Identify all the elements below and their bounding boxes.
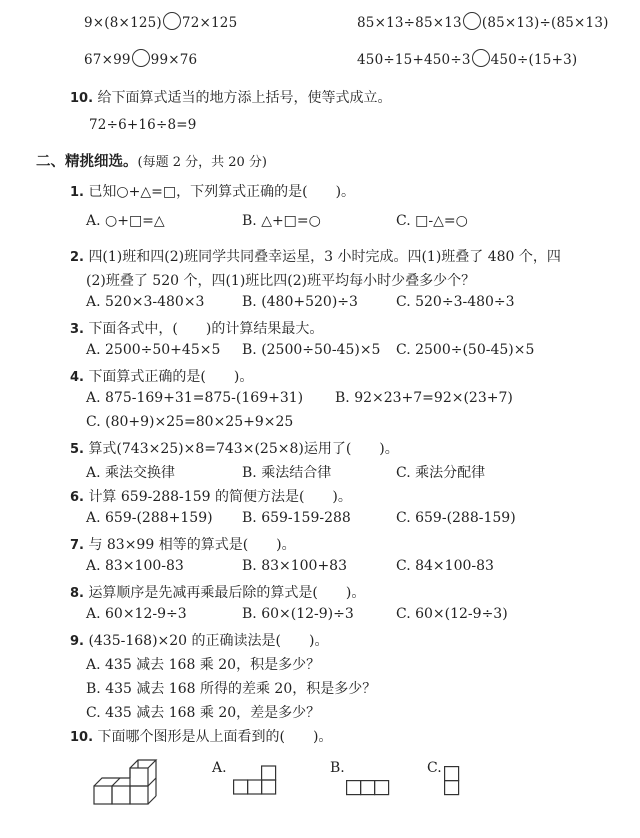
- option-a[interactable]: A. 乘法交换律: [86, 465, 176, 481]
- compare-circle-blank[interactable]: [463, 12, 481, 30]
- compare-row-2-right: [357, 49, 577, 68]
- question-text: 四(1)班和四(2)班同学共同叠幸运星，3 小时完成。四(1)班叠了 480 个，四: [88, 249, 561, 265]
- question-7: [70, 534, 296, 554]
- question-number: 10.: [70, 730, 94, 745]
- option-a[interactable]: A. 435 减去 168 乘 20，积是多少？: [86, 657, 321, 673]
- compare-circle-blank[interactable]: [132, 49, 150, 67]
- figure-option-a[interactable]: [233, 766, 277, 796]
- cube-stack-figure: [92, 752, 162, 807]
- compare-d-right: 450÷(15+3): [490, 52, 578, 68]
- compare-c-right: 99×76: [150, 52, 198, 68]
- question-text: 下面哪个图形是从上面看到的( )。: [97, 729, 333, 745]
- question-number: 3.: [70, 322, 84, 337]
- question-number: 2.: [70, 250, 84, 265]
- question-text: 计算 659-288-159 的简便方法是( )。: [88, 489, 352, 505]
- option-a[interactable]: A. 659-(288+159): [86, 510, 213, 526]
- question-8: [70, 582, 365, 602]
- question-number: 8.: [70, 586, 84, 601]
- question-4: [70, 366, 253, 386]
- option-c[interactable]: C. 659-(288-159): [396, 510, 516, 526]
- question-number: 10.: [70, 91, 94, 106]
- question-text: 给下面算式适当的地方添上括号，使等式成立。: [97, 90, 392, 106]
- option-a[interactable]: A. ○+□=△: [86, 213, 165, 229]
- question-text: 下面算式正确的是( )。: [88, 369, 254, 385]
- option-a[interactable]: A. 60×12-9÷3: [86, 606, 187, 622]
- option-c[interactable]: C. 520÷3-480÷3: [396, 294, 515, 310]
- option-b[interactable]: B. 92×23+7=92×(23+7): [335, 390, 513, 406]
- option-b[interactable]: B. (2500÷50-45)×5: [242, 342, 381, 358]
- section-note: (每题 2 分，共 20 分): [137, 155, 267, 170]
- question-text: 运算顺序是先减再乘最后除的算式是( )。: [88, 585, 366, 601]
- question-text: 下面各式中，( )的计算结果最大。: [88, 321, 324, 337]
- option-b[interactable]: B. 83×100+83: [242, 558, 347, 574]
- option-b[interactable]: B. △+□=○: [242, 213, 321, 229]
- option-c[interactable]: C. □-△=○: [396, 213, 468, 229]
- option-a[interactable]: A. 875-169+31=875-(169+31): [86, 390, 304, 406]
- question-9: [70, 630, 328, 650]
- question-10: [70, 726, 332, 746]
- option-c[interactable]: C. 84×100-83: [396, 558, 494, 574]
- option-c[interactable]: C. 60×(12-9÷3): [396, 606, 508, 622]
- option-a[interactable]: A. 83×100-83: [86, 558, 184, 574]
- question-3: [70, 318, 323, 338]
- figure-option-b-label[interactable]: B.: [330, 760, 345, 776]
- question-number: 5.: [70, 442, 84, 457]
- fill-question-10: [70, 87, 391, 107]
- question-2-line-2: (2)班叠了 520 个，四(1)班比四(2)班平均每小时少叠多少个？: [86, 273, 476, 289]
- section-title: 二、精挑细选。: [36, 153, 138, 170]
- question-number: 7.: [70, 538, 84, 553]
- option-b[interactable]: B. 60×(12-9)÷3: [242, 606, 354, 622]
- question-5: [70, 438, 399, 458]
- compare-circle-blank[interactable]: [472, 49, 490, 67]
- question-text: 算式(743×25)×8=743×(25×8)运用了( )。: [88, 441, 399, 457]
- question-1: [70, 181, 355, 201]
- option-b[interactable]: B. 659-159-288: [242, 510, 351, 526]
- question-number: 9.: [70, 634, 84, 649]
- section-heading: [36, 150, 267, 171]
- option-b[interactable]: B. 乘法结合律: [242, 465, 332, 481]
- question-text: 已知○+△=□，下列算式正确的是( )。: [88, 184, 356, 200]
- compare-row-1-right: [357, 12, 609, 31]
- figure-option-c[interactable]: [444, 766, 460, 796]
- question-number: 1.: [70, 185, 84, 200]
- compare-a-right: 72×125: [181, 15, 238, 31]
- option-c[interactable]: C. (80+9)×25=80×25+9×25: [86, 414, 294, 430]
- figure-option-b[interactable]: [346, 780, 390, 796]
- compare-a-left: 9×(8×125): [84, 15, 162, 31]
- compare-row-1-left: [84, 12, 237, 31]
- figure-option-c-label[interactable]: C.: [427, 760, 442, 776]
- option-c[interactable]: C. 435 减去 168 乘 20，差是多少？: [86, 705, 321, 721]
- compare-c-left: 67×99: [84, 52, 131, 68]
- compare-b-right: (85×13)÷(85×13): [481, 15, 609, 31]
- figure-option-a-label[interactable]: A.: [212, 760, 227, 776]
- compare-b-left: 85×13÷85×13: [357, 15, 462, 31]
- compare-circle-blank[interactable]: [163, 12, 181, 30]
- option-a[interactable]: A. 2500÷50+45×5: [86, 342, 221, 358]
- option-c[interactable]: C. 乘法分配律: [396, 465, 486, 481]
- compare-row-2-left: [84, 49, 197, 68]
- option-c[interactable]: C. 2500÷(50-45)×5: [396, 342, 535, 358]
- option-a[interactable]: A. 520×3-480×3: [86, 294, 205, 310]
- option-b[interactable]: B. (480+520)÷3: [242, 294, 358, 310]
- question-number: 4.: [70, 370, 84, 385]
- question-text: (435-168)×20 的正确读法是( )。: [88, 633, 329, 649]
- question-2: [70, 246, 561, 266]
- fill-expression: 72÷6+16÷8=9: [89, 117, 197, 133]
- option-b[interactable]: B. 435 减去 168 所得的差乘 20，积是多少？: [86, 681, 377, 697]
- question-6: [70, 486, 352, 506]
- question-number: 6.: [70, 490, 84, 505]
- question-text: 与 83×99 相等的算式是( )。: [88, 537, 296, 553]
- compare-d-left: 450÷15+450÷3: [357, 52, 471, 68]
